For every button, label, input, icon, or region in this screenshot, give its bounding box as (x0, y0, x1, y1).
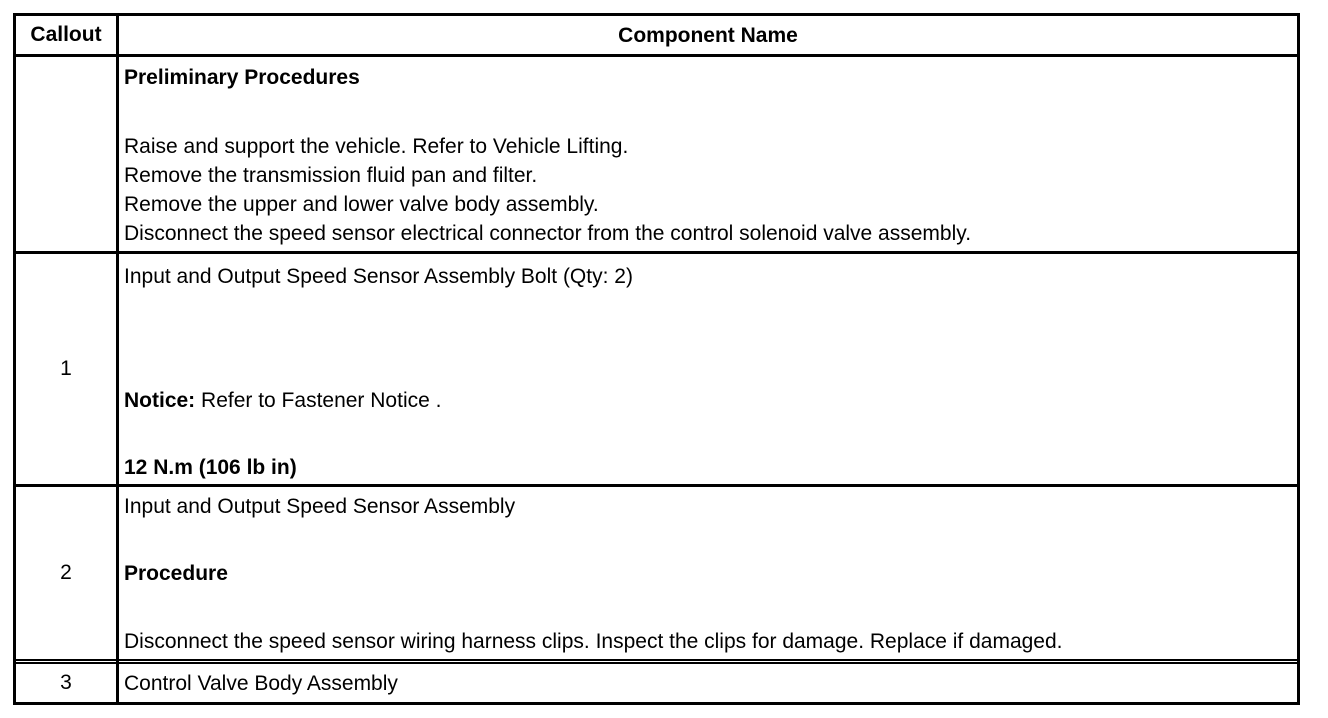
component-name: Input and Output Speed Sensor Assembly (124, 495, 516, 518)
component-name: Input and Output Speed Sensor Assembly Bolt (Qty: 2) (124, 265, 633, 288)
table-row (16, 664, 1297, 702)
torque-spec: 12 N.m (106 lb in) (124, 456, 297, 479)
preliminary-row (16, 57, 1297, 251)
procedure-title: Procedure (124, 562, 228, 585)
preliminary-title: Preliminary Procedures (124, 66, 360, 89)
procedure-text: Disconnect the speed sensor wiring harness clips. Inspect the clips for damage. Replace if damaged. (124, 630, 1063, 653)
table-row (16, 254, 1297, 484)
callout-number: 2 (60, 561, 72, 584)
notice-text: Refer to Fastener Notice . (195, 389, 442, 412)
preliminary-step: Remove the upper and lower valve body assembly. (124, 193, 599, 216)
preliminary-content (124, 63, 1287, 248)
preliminary-step: Remove the transmission fluid pan and filter. (124, 164, 538, 187)
callout-number: 3 (60, 671, 72, 694)
preliminary-step: Disconnect the speed sensor electrical connector from the control solenoid valve assembly. (124, 222, 972, 245)
components-table (13, 13, 1300, 705)
notice (124, 386, 1287, 415)
preliminary-step: Raise and support the vehicle. Refer to Vehicle Lifting. (124, 135, 629, 158)
header-callout: Callout (30, 23, 102, 46)
table-row (16, 487, 1297, 659)
notice-label: Notice: (124, 389, 196, 412)
callout-number: 1 (60, 357, 72, 380)
header-component-name: Component Name (618, 23, 798, 47)
component-name: Control Valve Body Assembly (124, 672, 398, 695)
